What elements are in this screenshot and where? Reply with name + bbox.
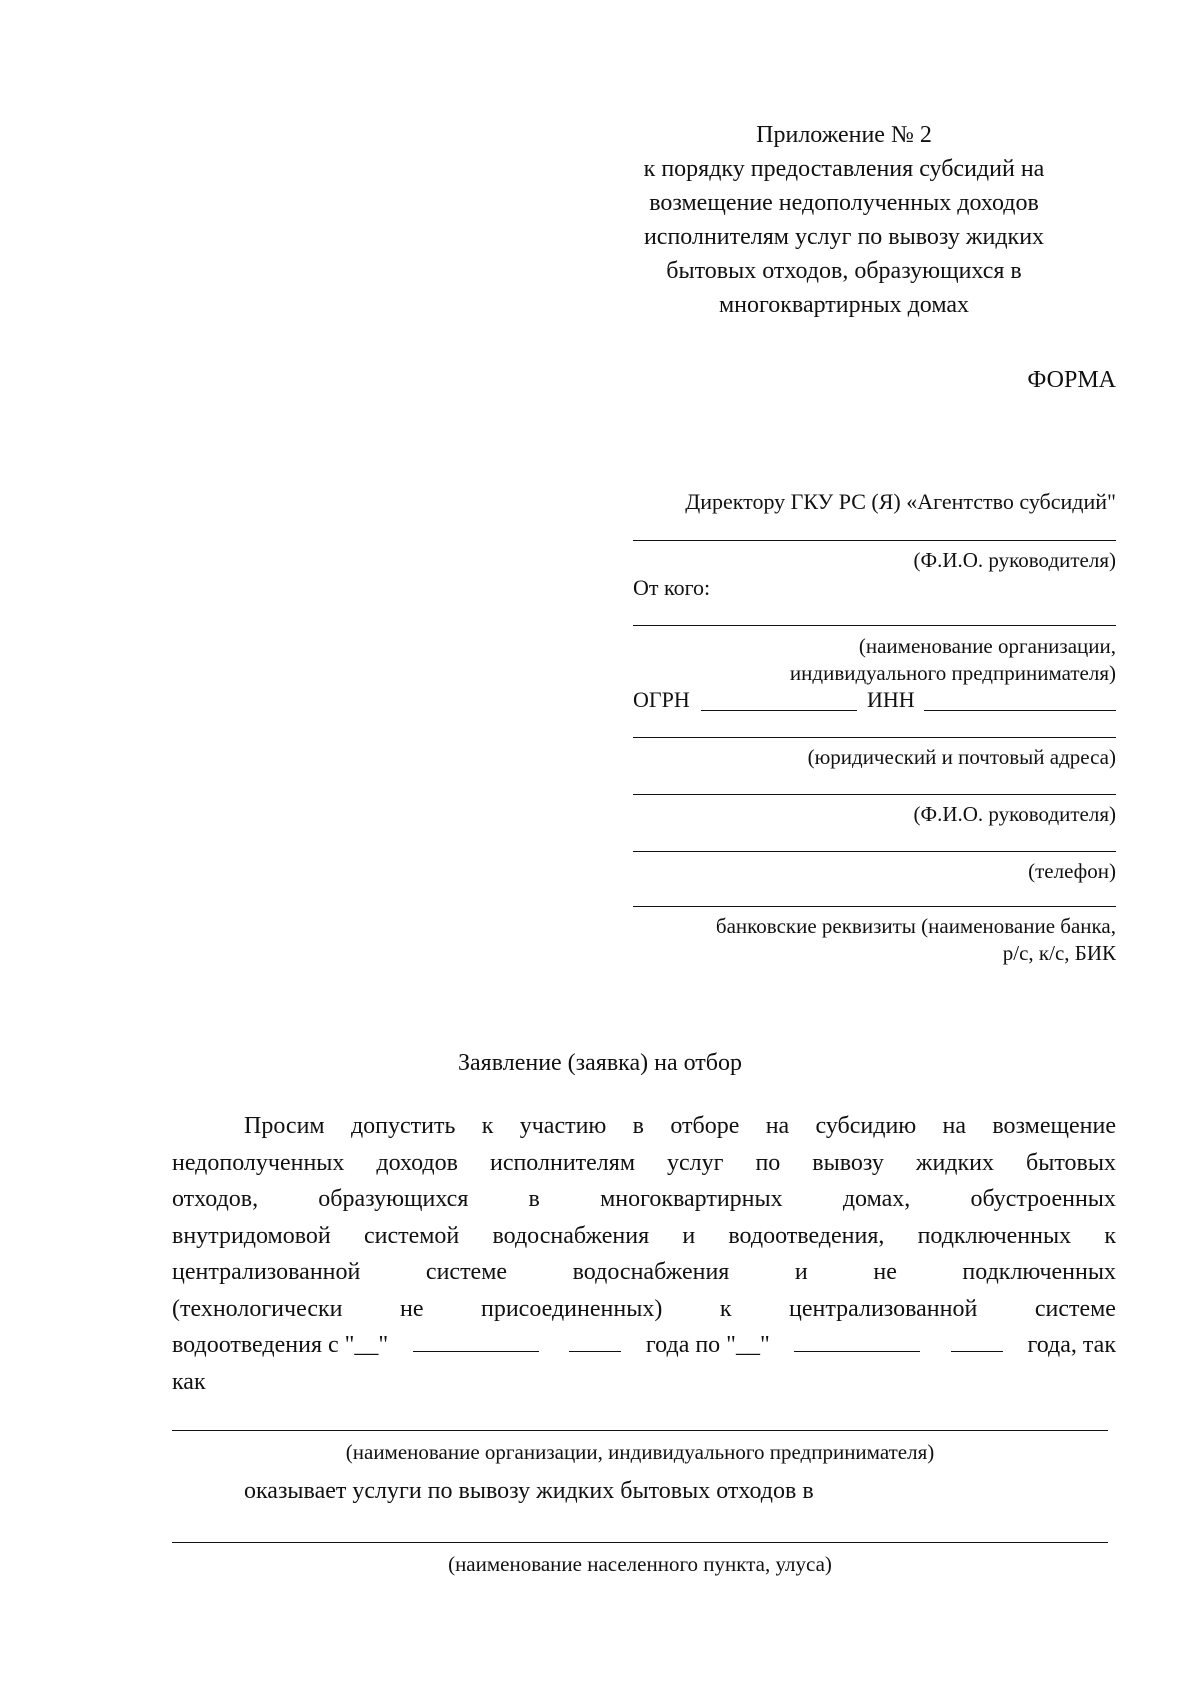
form-label: ФОРМА <box>1027 367 1116 393</box>
application-paragraph <box>172 1108 1116 1400</box>
paragraph-word: допустить <box>350 1113 456 1139</box>
paragraph-word: по <box>755 1149 781 1176</box>
paragraph-word: к <box>1104 1222 1116 1249</box>
appendix-line: многоквартирных домах <box>718 292 970 318</box>
paragraph-word: (технологически <box>172 1295 343 1322</box>
phone-line[interactable] <box>633 851 1116 852</box>
paragraph-line <box>172 1218 1116 1255</box>
paragraph-word: водоснабжения <box>572 1259 730 1285</box>
director-fio-line[interactable] <box>633 794 1116 795</box>
paragraph-word: вывозу <box>812 1149 884 1176</box>
date-from-year-field[interactable] <box>569 1350 621 1352</box>
paragraph-word: услуг <box>666 1149 724 1176</box>
organization-caption: (наименование организации, индивидуального предпринимателя) <box>345 1440 935 1464</box>
ogrn-field[interactable] <box>701 710 857 711</box>
paragraph-word: подключенных <box>962 1259 1116 1285</box>
paragraph-line <box>172 1108 1116 1145</box>
paragraph-word: водоснабжения <box>492 1222 650 1249</box>
paragraph-word: недополученных <box>172 1149 345 1176</box>
phone-caption: (телефон) <box>1028 859 1116 883</box>
date-from-month-field[interactable] <box>413 1350 539 1352</box>
paragraph-word: обустроенных <box>970 1186 1116 1212</box>
paragraph-word: к <box>719 1295 732 1322</box>
paragraph-word: системой <box>363 1222 460 1249</box>
paragraph-word: не <box>399 1295 424 1322</box>
appendix-line: бытовых отходов, образующихся в <box>666 258 1022 284</box>
appendix-line: Приложение № 2 <box>756 122 932 148</box>
locality-caption: (наименование населенного пункта, улуса) <box>448 1552 832 1576</box>
paragraph-word: исполнителям <box>489 1149 635 1176</box>
paragraph-word: домах, <box>842 1186 911 1212</box>
paragraph-word: к <box>481 1113 494 1139</box>
date-range-line <box>172 1327 1116 1364</box>
from-label: От кого: <box>633 575 711 600</box>
paragraph-word: водоотведения, <box>728 1222 885 1249</box>
paragraph-word: в <box>528 1186 540 1212</box>
organization-name-line[interactable] <box>172 1430 1108 1431</box>
services-text: оказывает услуги по вывозу жидких бытовых отходов в <box>244 1478 814 1504</box>
paragraph-word: участию <box>519 1113 607 1139</box>
address-line[interactable] <box>633 737 1116 738</box>
paragraph-word: присоединенных) <box>480 1295 663 1322</box>
paragraph-word: жидких <box>915 1149 995 1176</box>
paragraph-line <box>172 1291 1116 1328</box>
ogrn-inn-row <box>633 686 1116 716</box>
paragraph-word: образующихся <box>318 1186 469 1212</box>
org-line[interactable] <box>633 625 1116 626</box>
bank-caption-1: банковские реквизиты (наименование банка, <box>715 914 1116 938</box>
paragraph-word: Просим <box>244 1113 325 1139</box>
inn-field[interactable] <box>924 710 1116 711</box>
locality-line[interactable] <box>172 1542 1108 1543</box>
fio-line[interactable] <box>633 540 1116 541</box>
inn-label: ИНН <box>867 687 915 712</box>
date-from-text: водоотведения с "__" <box>172 1332 389 1358</box>
paragraph-word: на <box>942 1113 967 1139</box>
paragraph-word: возмещение <box>992 1113 1116 1139</box>
paragraph-line <box>172 1254 1116 1291</box>
paragraph-word: доходов <box>376 1149 458 1176</box>
paragraph-word: системе <box>1034 1295 1116 1322</box>
document-title: Заявление (заявка) на отбор <box>457 1050 742 1076</box>
paragraph-word: и <box>682 1222 696 1249</box>
paragraph-word: внутридомовой <box>172 1222 331 1249</box>
bank-caption-2: р/с, к/с, БИК <box>1002 941 1116 965</box>
org-caption-1: (наименование организации, <box>858 634 1116 658</box>
date-to-text: года по "__" <box>645 1332 770 1358</box>
appendix-line: возмещение недополученных доходов <box>649 190 1039 216</box>
paragraph-word: на <box>765 1113 790 1139</box>
org-caption-2: индивидуального предпринимателя) <box>789 661 1116 685</box>
paragraph-word: подключенных <box>917 1222 1072 1249</box>
paragraph-line <box>172 1145 1116 1182</box>
paragraph-word: в <box>632 1113 645 1139</box>
director-fio-caption: (Ф.И.О. руководителя) <box>913 802 1116 826</box>
paragraph-word: системе <box>425 1259 508 1285</box>
fio-caption: (Ф.И.О. руководителя) <box>913 548 1116 572</box>
paragraph-word: субсидию <box>815 1113 917 1139</box>
date-to-month-field[interactable] <box>794 1350 920 1352</box>
appendix-line: исполнителям услуг по вывозу жидких <box>643 224 1045 250</box>
paragraph-last-line: как <box>172 1368 206 1395</box>
ogrn-label: ОГРН <box>633 687 690 712</box>
paragraph-word: бытовых <box>1026 1149 1116 1176</box>
paragraph-word: отборе <box>670 1113 740 1139</box>
appendix-header <box>598 118 1090 322</box>
paragraph-word: и <box>794 1259 808 1285</box>
address-caption: (юридический и почтовый адреса) <box>807 745 1116 769</box>
paragraph-word: не <box>873 1259 897 1285</box>
date-to-year-field[interactable] <box>951 1350 1003 1352</box>
bank-line[interactable] <box>633 906 1116 907</box>
paragraph-word: централизованной <box>788 1295 978 1322</box>
paragraph-word: многоквартирных <box>600 1186 783 1212</box>
paragraph-word: централизованной <box>172 1259 361 1285</box>
date-end-text: года, так <box>1027 1332 1116 1358</box>
paragraph-line <box>172 1181 1116 1218</box>
addressee-director: Директору ГКУ РС (Я) «Агентство субсидий" <box>685 489 1116 514</box>
paragraph-word: отходов, <box>172 1186 259 1212</box>
appendix-line: к порядку предоставления субсидий на <box>643 156 1045 182</box>
